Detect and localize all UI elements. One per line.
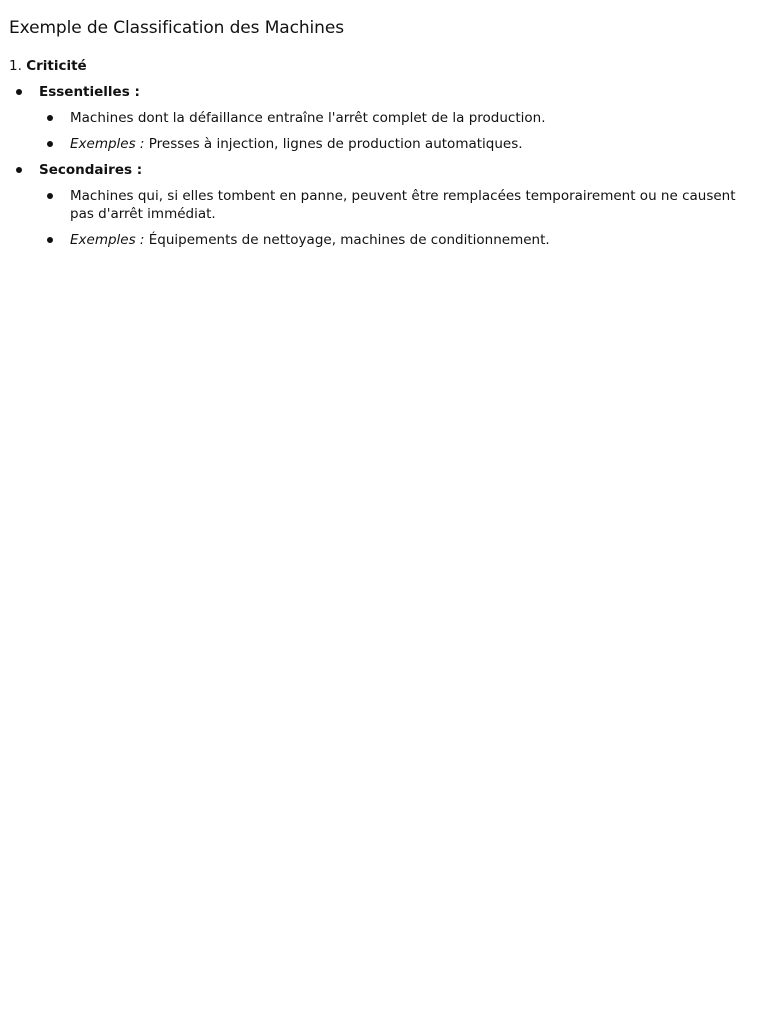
- bullet-icon: [47, 193, 53, 199]
- sub-list: [39, 109, 759, 153]
- list-item: [39, 135, 759, 153]
- sub-list: [39, 187, 759, 249]
- list-item-essentielles: [9, 83, 759, 153]
- list-item: [39, 231, 759, 249]
- group-label: Essentielles :: [39, 84, 140, 100]
- item-text: Presses à injection, lignes de production automatiques.: [144, 136, 523, 152]
- item-text: Machines dont la défaillance entraîne l'arrêt complet de la production.: [70, 110, 546, 126]
- bullet-icon: [47, 115, 53, 121]
- bullet-icon: [47, 237, 53, 243]
- list-item: [39, 109, 759, 127]
- criticality-list: [9, 83, 759, 249]
- bullet-icon: [16, 167, 22, 173]
- item-prefix: Exemples :: [70, 232, 145, 248]
- section-label: Criticité: [26, 58, 87, 74]
- section-heading: [9, 58, 759, 74]
- group-label: Secondaires :: [39, 162, 143, 178]
- bullet-icon: [16, 89, 22, 95]
- list-item-secondaires: [9, 161, 759, 249]
- item-text: Équipements de nettoyage, machines de conditionnement.: [144, 232, 550, 248]
- item-prefix: Exemples :: [70, 136, 145, 152]
- page-title: Exemple de Classification des Machines: [9, 18, 344, 38]
- bullet-icon: [47, 141, 53, 147]
- section-number: 1.: [9, 58, 22, 74]
- list-item: [39, 187, 759, 223]
- item-text: Machines qui, si elles tombent en panne, peuvent être remplacées temporairement ou ne causent pas d'arrêt immédiat.: [70, 188, 736, 222]
